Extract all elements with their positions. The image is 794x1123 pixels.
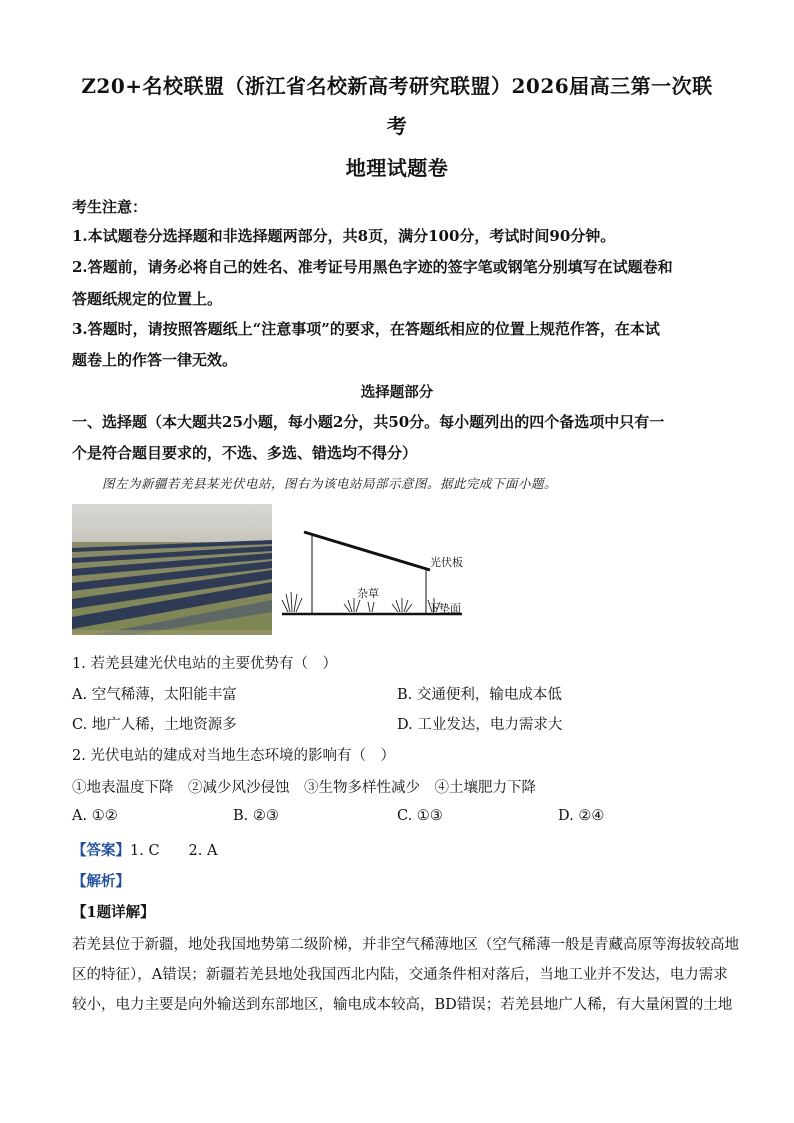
exam-title-line2: 考	[386, 114, 408, 138]
panel-label: 光伏板	[430, 556, 463, 569]
question-2-option-d: D. ②④	[558, 808, 605, 824]
analysis-line1: 若羌县位于新疆，地处我国地势第二级阶梯，并非空气稀薄地区（空气稀薄一般是青藏高原等海拔较高地	[72, 937, 739, 953]
notice-item-3-line1: 3.答题时，请按照答题纸上“注意事项”的要求，在答题纸相应的位置上规范作答，在本试	[72, 320, 660, 338]
notice-item-3-line2: 题卷上的作答一律无效。	[72, 351, 238, 369]
weeds-label: 杂草	[357, 587, 379, 600]
analysis-label: 【解析】	[72, 873, 130, 890]
solar-station-diagram	[278, 522, 478, 632]
question-1-option-d: D. 工业发达，电力需求大	[397, 717, 563, 733]
question-2-option-a: A. ①②	[72, 808, 118, 824]
subject-title: 地理试题卷	[345, 156, 449, 180]
exam-title-line1: Z20+名校联盟（浙江省名校新高考研究联盟）2026届高三第一次联	[81, 74, 713, 98]
answer-label: 【答案】	[72, 842, 130, 859]
analysis-line2: 区的特征），A错误；新疆若羌县地处我国西北内陆，交通条件相对落后，当地工业并不发达，电力需求	[72, 967, 728, 983]
question-1-option-c: C. 地广人稀，土地资源多	[72, 717, 237, 733]
question-2-stem: 2. 光伏电站的建成对当地生态环境的影响有（ ）	[72, 748, 395, 764]
question-2-option-c: C. ①③	[397, 808, 443, 824]
notice-item-1: 1.本试题卷分选择题和非选择题两部分，共8页，满分100分，考试时间90分钟。	[72, 227, 616, 245]
answer-value: 1. C 2. A	[130, 843, 218, 859]
question-1-option-b: B. 交通便利，输电成本低	[397, 687, 562, 703]
q1-detail-label: 【1题详解】	[72, 904, 155, 921]
material-intro: 图左为新疆若羌县某光伏电站，图右为该电站局部示意图。据此完成下面小题。	[102, 476, 558, 491]
question-2-statements: ①地表温度下降 ②减少风沙侵蚀 ③生物多样性减少 ④土壤肥力下降	[72, 780, 536, 796]
surface-label: 下垫面	[428, 602, 461, 615]
notice-item-2-line2: 答题纸规定的位置上。	[72, 290, 223, 308]
part1-instructions-line1: 一、选择题（本大题共25小题，每小题2分，共50分。每小题列出的四个备选项中只有一	[72, 413, 665, 431]
question-2-option-b: B. ②③	[233, 808, 279, 824]
solar-farm-photo	[72, 504, 272, 635]
section-heading: 选择题部分	[360, 384, 434, 401]
analysis-line3: 较小，电力主要是向外输送到东部地区，输电成本较高，BD错误；若羌县地广人稀，有大量闲置的土地	[72, 997, 733, 1013]
question-1-option-a: A. 空气稀薄，太阳能丰富	[72, 687, 237, 703]
part1-instructions-line2: 个是符合题目要求的，不选、多选、错选均不得分）	[72, 444, 418, 462]
notice-item-2-line1: 2.答题前，请务必将自己的姓名、准考证号用黑色字迹的签字笔或钢笔分别填写在试题卷和	[72, 258, 673, 276]
question-1-stem: 1. 若羌县建光伏电站的主要优势有（ ）	[72, 656, 337, 672]
notice-heading: 考生注意：	[72, 198, 148, 216]
answer-line	[72, 839, 217, 860]
